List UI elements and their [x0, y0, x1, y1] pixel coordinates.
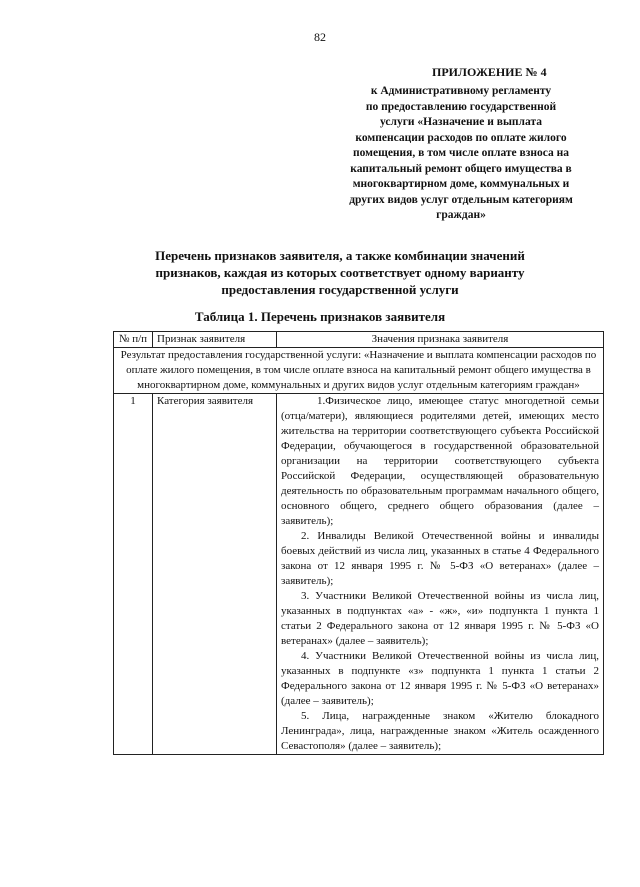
table-header-row: [114, 332, 604, 348]
header-values: Значения признака заявителя: [277, 332, 604, 348]
value-item: 2. Инвалиды Великой Отечественной войны и инвалиды боевых действий из числа лиц, указанных в статье 4 Федерального закона от 12 января 1995 г. № 5-ФЗ «О ветеранах» (далее – заявитель);: [281, 530, 599, 587]
section-heading-line: Перечень признаков заявителя, а также комбинации значений: [155, 248, 525, 263]
appendix-subtitle-line: граждан»: [436, 209, 486, 221]
value-item: 3. Участники Великой Отечественной войны из числа лиц, указанных в подпунктах «а» - «ж», «и» подпункта 1 пункта 1 статьи 2 Федерального закона от 12 января 1995 г. № 5-ФЗ «О ветеранах» (далее – заявитель);: [281, 590, 599, 647]
section-heading: [120, 247, 560, 298]
appendix-subtitle-line: по предоставлению государственной: [365, 100, 557, 113]
row-values: [277, 394, 604, 755]
row-number: 1: [114, 394, 153, 755]
appendix-subtitle: [330, 84, 592, 224]
page-number: 82: [314, 30, 326, 44]
section-heading-line: признаков, каждая из которых соответствует одному варианту: [155, 265, 525, 280]
table-row: [114, 394, 604, 755]
service-result-cell: Результат предоставления государственной услуги: «Назначение и выплата компенсации расходов по оплате жилого помещения, в том числе оплате взноса на капитальный ремонт общего имущества в многоквартирном доме, коммунальных и других видов услуг отдельным категориям граждан»: [114, 348, 604, 394]
appendix-subtitle-line: услуги «Назначение и выплата: [380, 116, 542, 128]
value-item: 4. Участники Великой Отечественной войны из числа лиц, указанных в подпункте «з» подпункта 1 пункта 1 статьи 2 Федерального закона от 12 января 1995 г. № 5-ФЗ «О ветеранах» (далее – заявитель);: [281, 650, 599, 707]
value-item: 5. Лица, награжденные знаком «Жителю блокадного Ленинграда», лица, награжденные знаком «Житель осажденного Севастополя» (далее – заявитель);: [281, 710, 599, 752]
result-row: [114, 348, 604, 394]
header-attribute: Признак заявителя: [153, 332, 277, 348]
appendix-subtitle-line: капитальный ремонт общего имущества в: [350, 162, 572, 175]
appendix-subtitle-line: других видов услуг отдельным категориям: [349, 193, 573, 206]
row-attribute: Категория заявителя: [153, 394, 277, 755]
section-heading-line: предоставления государственной услуги: [221, 282, 459, 297]
header-number: № п/п: [114, 332, 153, 348]
appendix-title: ПРИЛОЖЕНИЕ № 4: [432, 65, 547, 79]
appendix-subtitle-line: к Административному регламенту: [370, 85, 552, 97]
appendix-subtitle-line: многоквартирном доме, коммунальных и: [352, 178, 570, 190]
table-title: Таблица 1. Перечень признаков заявителя: [194, 309, 446, 324]
value-item: 1.Физическое лицо, имеющее статус многодетной семьи (отца/матери), являющиеся родителями детей, имеющих место жительства на территории соответствующего субъекта Российской Федерации, обучающегося в государственной образовательной организации на территории соответствующего субъекта Российской Федерации, осуществляющей образовательную деятельность по образовательным программам начального общего, основного общего, среднего общего образования (далее – заявитель);: [281, 395, 599, 527]
appendix-subtitle-line: помещения, в том числе оплате взноса на: [353, 147, 569, 159]
applicant-attributes-table: [113, 331, 604, 755]
appendix-subtitle-line: компенсации расходов по оплате жилого: [355, 131, 567, 144]
